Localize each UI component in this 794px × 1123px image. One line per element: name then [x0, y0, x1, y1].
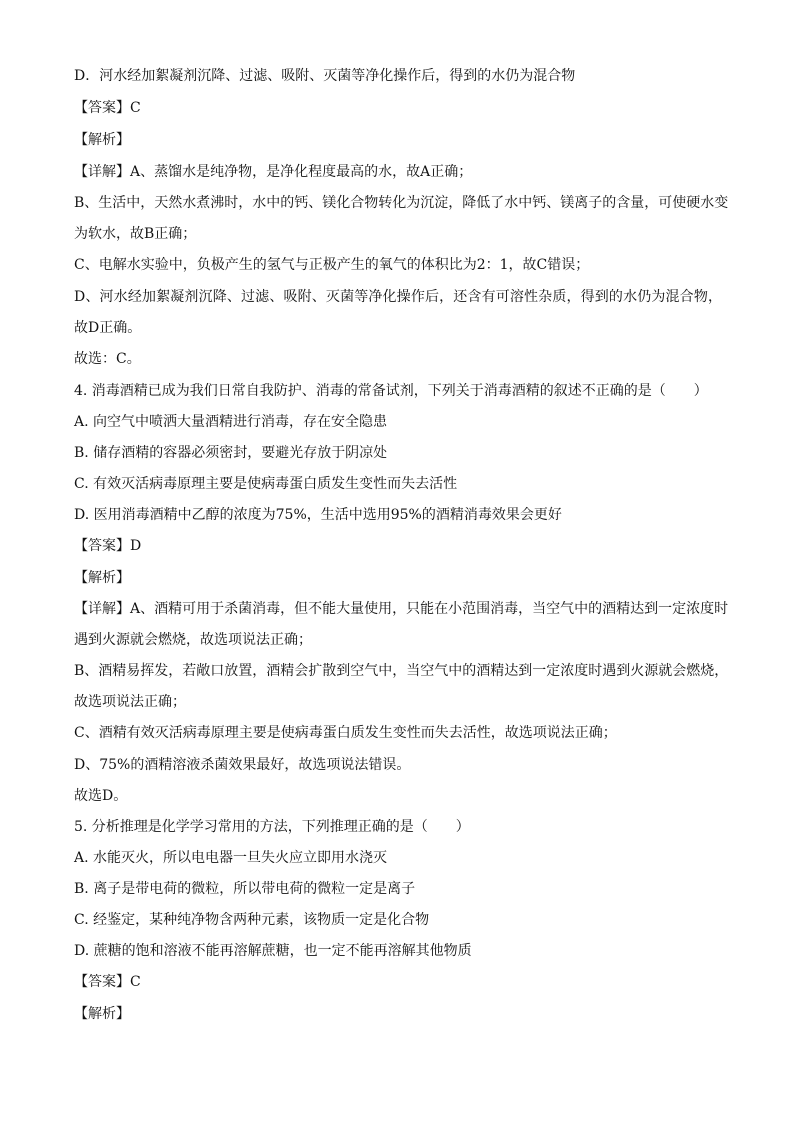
detail-line: B、酒精易挥发，若敞口放置，酒精会扩散到空气中，当空气中的酒精达到一定浓度时遇到火源就会燃烧，	[74, 663, 729, 679]
question-5-option-c: C. 经鉴定，某种纯净物含两种元素，该物质一定是化合物	[74, 912, 430, 928]
question-5-stem: 5. 分析推理是化学学习常用的方法，下列推理正确的是（ ）	[74, 819, 470, 835]
detail-line: 为软水，故B正确；	[74, 226, 197, 242]
analysis-label-q5: 【解析】	[74, 1006, 130, 1022]
answer-label-q5: 【答案】C	[74, 974, 141, 990]
detail-line: 遇到火源就会燃烧，故选项说法正确；	[74, 632, 312, 648]
analysis-label-q3: 【解析】	[74, 132, 130, 148]
detail-line: 【详解】A、蒸馏水是纯净物，是净化程度最高的水，故A正确；	[74, 164, 473, 180]
question-4-stem: 4. 消毒酒精已成为我们日常自我防护、消毒的常备试剂，下列关于消毒酒精的叙述不正确的是（ ）	[74, 383, 708, 399]
question-4-option-b: B. 储存酒精的容器必须密封，要避光存放于阴凉处	[74, 445, 388, 461]
detail-line: C、电解水实验中，负极产生的氢气与正极产生的氧气的体积比为2：1，故C错误；	[74, 257, 590, 273]
detail-line: C、酒精有效灭活病毒原理主要是使病毒蛋白质发生变性而失去活性，故选项说法正确；	[74, 725, 617, 741]
conclusion-line: 故选D。	[74, 788, 128, 804]
answer-label-q4: 【答案】D	[74, 538, 142, 554]
conclusion-line: 故选：C。	[74, 351, 141, 367]
analysis-label-q4: 【解析】	[74, 570, 130, 586]
question-5-option-d: D. 蔗糖的饱和溶液不能再溶解蔗糖，也一定不能再溶解其他物质	[74, 943, 472, 959]
detail-line: 【详解】A、酒精可用于杀菌消毒，但不能大量使用，只能在小范围消毒，当空气中的酒精达到一定浓度时	[74, 601, 729, 617]
question-4-option-a: A. 向空气中喷洒大量酒精进行消毒，存在安全隐患	[74, 414, 388, 430]
detail-line: B、生活中，天然水煮沸时，水中的钙、镁化合物转化为沉淀，降低了水中钙、镁离子的含量，可使硬水变	[74, 195, 729, 211]
detail-line: D、河水经加絮凝剂沉降、过滤、吸附、灭菌等净化操作后，还含有可溶性杂质，得到的水仍为混合物，	[74, 289, 722, 305]
question-4-option-c: C. 有效灭活病毒原理主要是使病毒蛋白质发生变性而失去活性	[74, 476, 458, 492]
answer-label-q3: 【答案】C	[74, 100, 141, 116]
question-5-option-a: A. 水能灭火，所以电电器一旦失火应立即用水浇灭	[74, 850, 388, 866]
detail-line: D、75%的酒精溶液杀菌效果最好，故选项说法错误。	[74, 757, 411, 773]
detail-line: 故D正确。	[74, 320, 142, 336]
detail-line: 故选项说法正确；	[74, 694, 186, 710]
option-d-q3: D．河水经加絮凝剂沉降、过滤、吸附、灭菌等净化操作后，得到的水仍为混合物	[74, 68, 576, 84]
question-5-option-b: B. 离子是带电荷的微粒，所以带电荷的微粒一定是离子	[74, 881, 416, 897]
question-4-option-d: D. 医用消毒酒精中乙醇的浓度为75%，生活中选用95%的酒精消毒效果会更好	[74, 507, 562, 523]
